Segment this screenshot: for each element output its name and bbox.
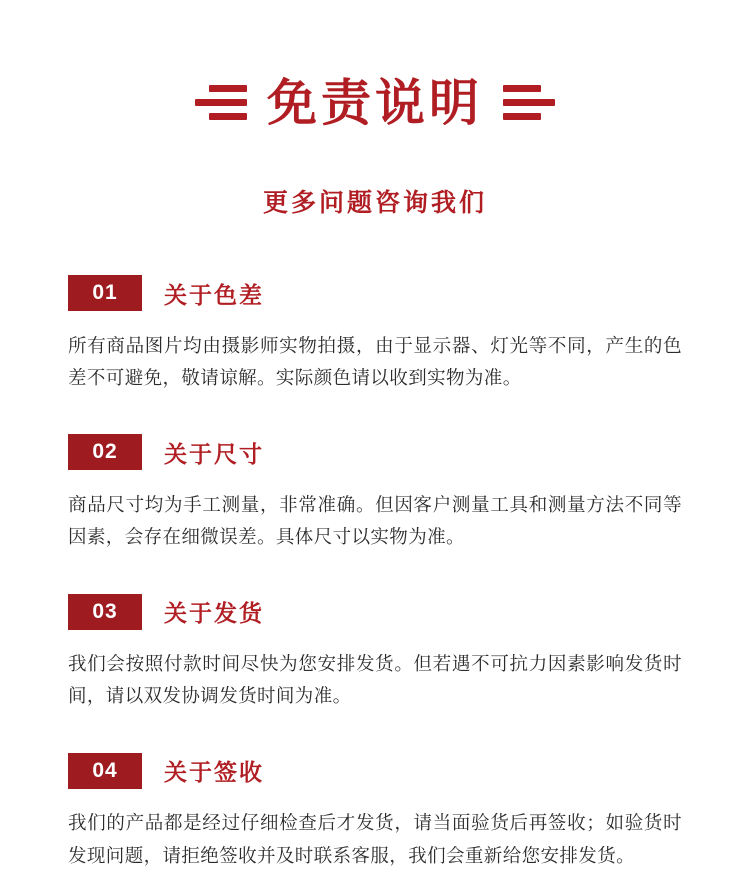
page-header — [0, 0, 750, 219]
section-title: 关于签收 — [164, 759, 264, 786]
section-number-badge: 02 — [68, 434, 142, 470]
section-header — [68, 275, 682, 311]
section-list — [0, 275, 750, 872]
section-body: 商品尺寸均为手工测量，非常准确。但因客户测量工具和测量方法不同等因素，会存在细微误差。具体尺寸以实物为准。 — [68, 493, 682, 548]
title-row — [0, 44, 750, 161]
section-header — [68, 753, 682, 789]
section-title: 关于色差 — [164, 281, 264, 308]
page-subtitle: 更多问题咨询我们 — [262, 189, 487, 217]
page-title: 免责说明 — [267, 74, 483, 131]
section-number-badge: 03 — [68, 594, 142, 630]
section-receipt — [68, 753, 682, 872]
section-body: 所有商品图片均由摄影师实物拍摄，由于显示器、灯光等不同，产生的色差不可避免，敬请谅解。实际颜色请以收到实物为准。 — [68, 334, 682, 388]
section-title: 关于尺寸 — [164, 440, 264, 467]
section-shipping — [68, 594, 682, 713]
section-body: 我们的产品都是经过仔细检查后才发货，请当面验货后再签收；如验货时发现问题，请拒绝签收并及时联系客服，我们会重新给您安排发货。 — [68, 812, 682, 866]
section-header — [68, 594, 682, 630]
section-color-difference — [68, 275, 682, 394]
section-number-badge: 01 — [68, 275, 142, 311]
section-size — [68, 434, 682, 553]
right-bar-decoration-icon — [503, 85, 555, 120]
section-number-badge: 04 — [68, 753, 142, 789]
section-body: 我们会按照付款时间尽快为您安排发货。但若遇不可抗力因素影响发货时间，请以双发协调发货时间为准。 — [68, 653, 682, 707]
section-title: 关于发货 — [164, 600, 264, 626]
section-header — [68, 434, 682, 470]
left-bar-decoration-icon — [195, 85, 247, 120]
